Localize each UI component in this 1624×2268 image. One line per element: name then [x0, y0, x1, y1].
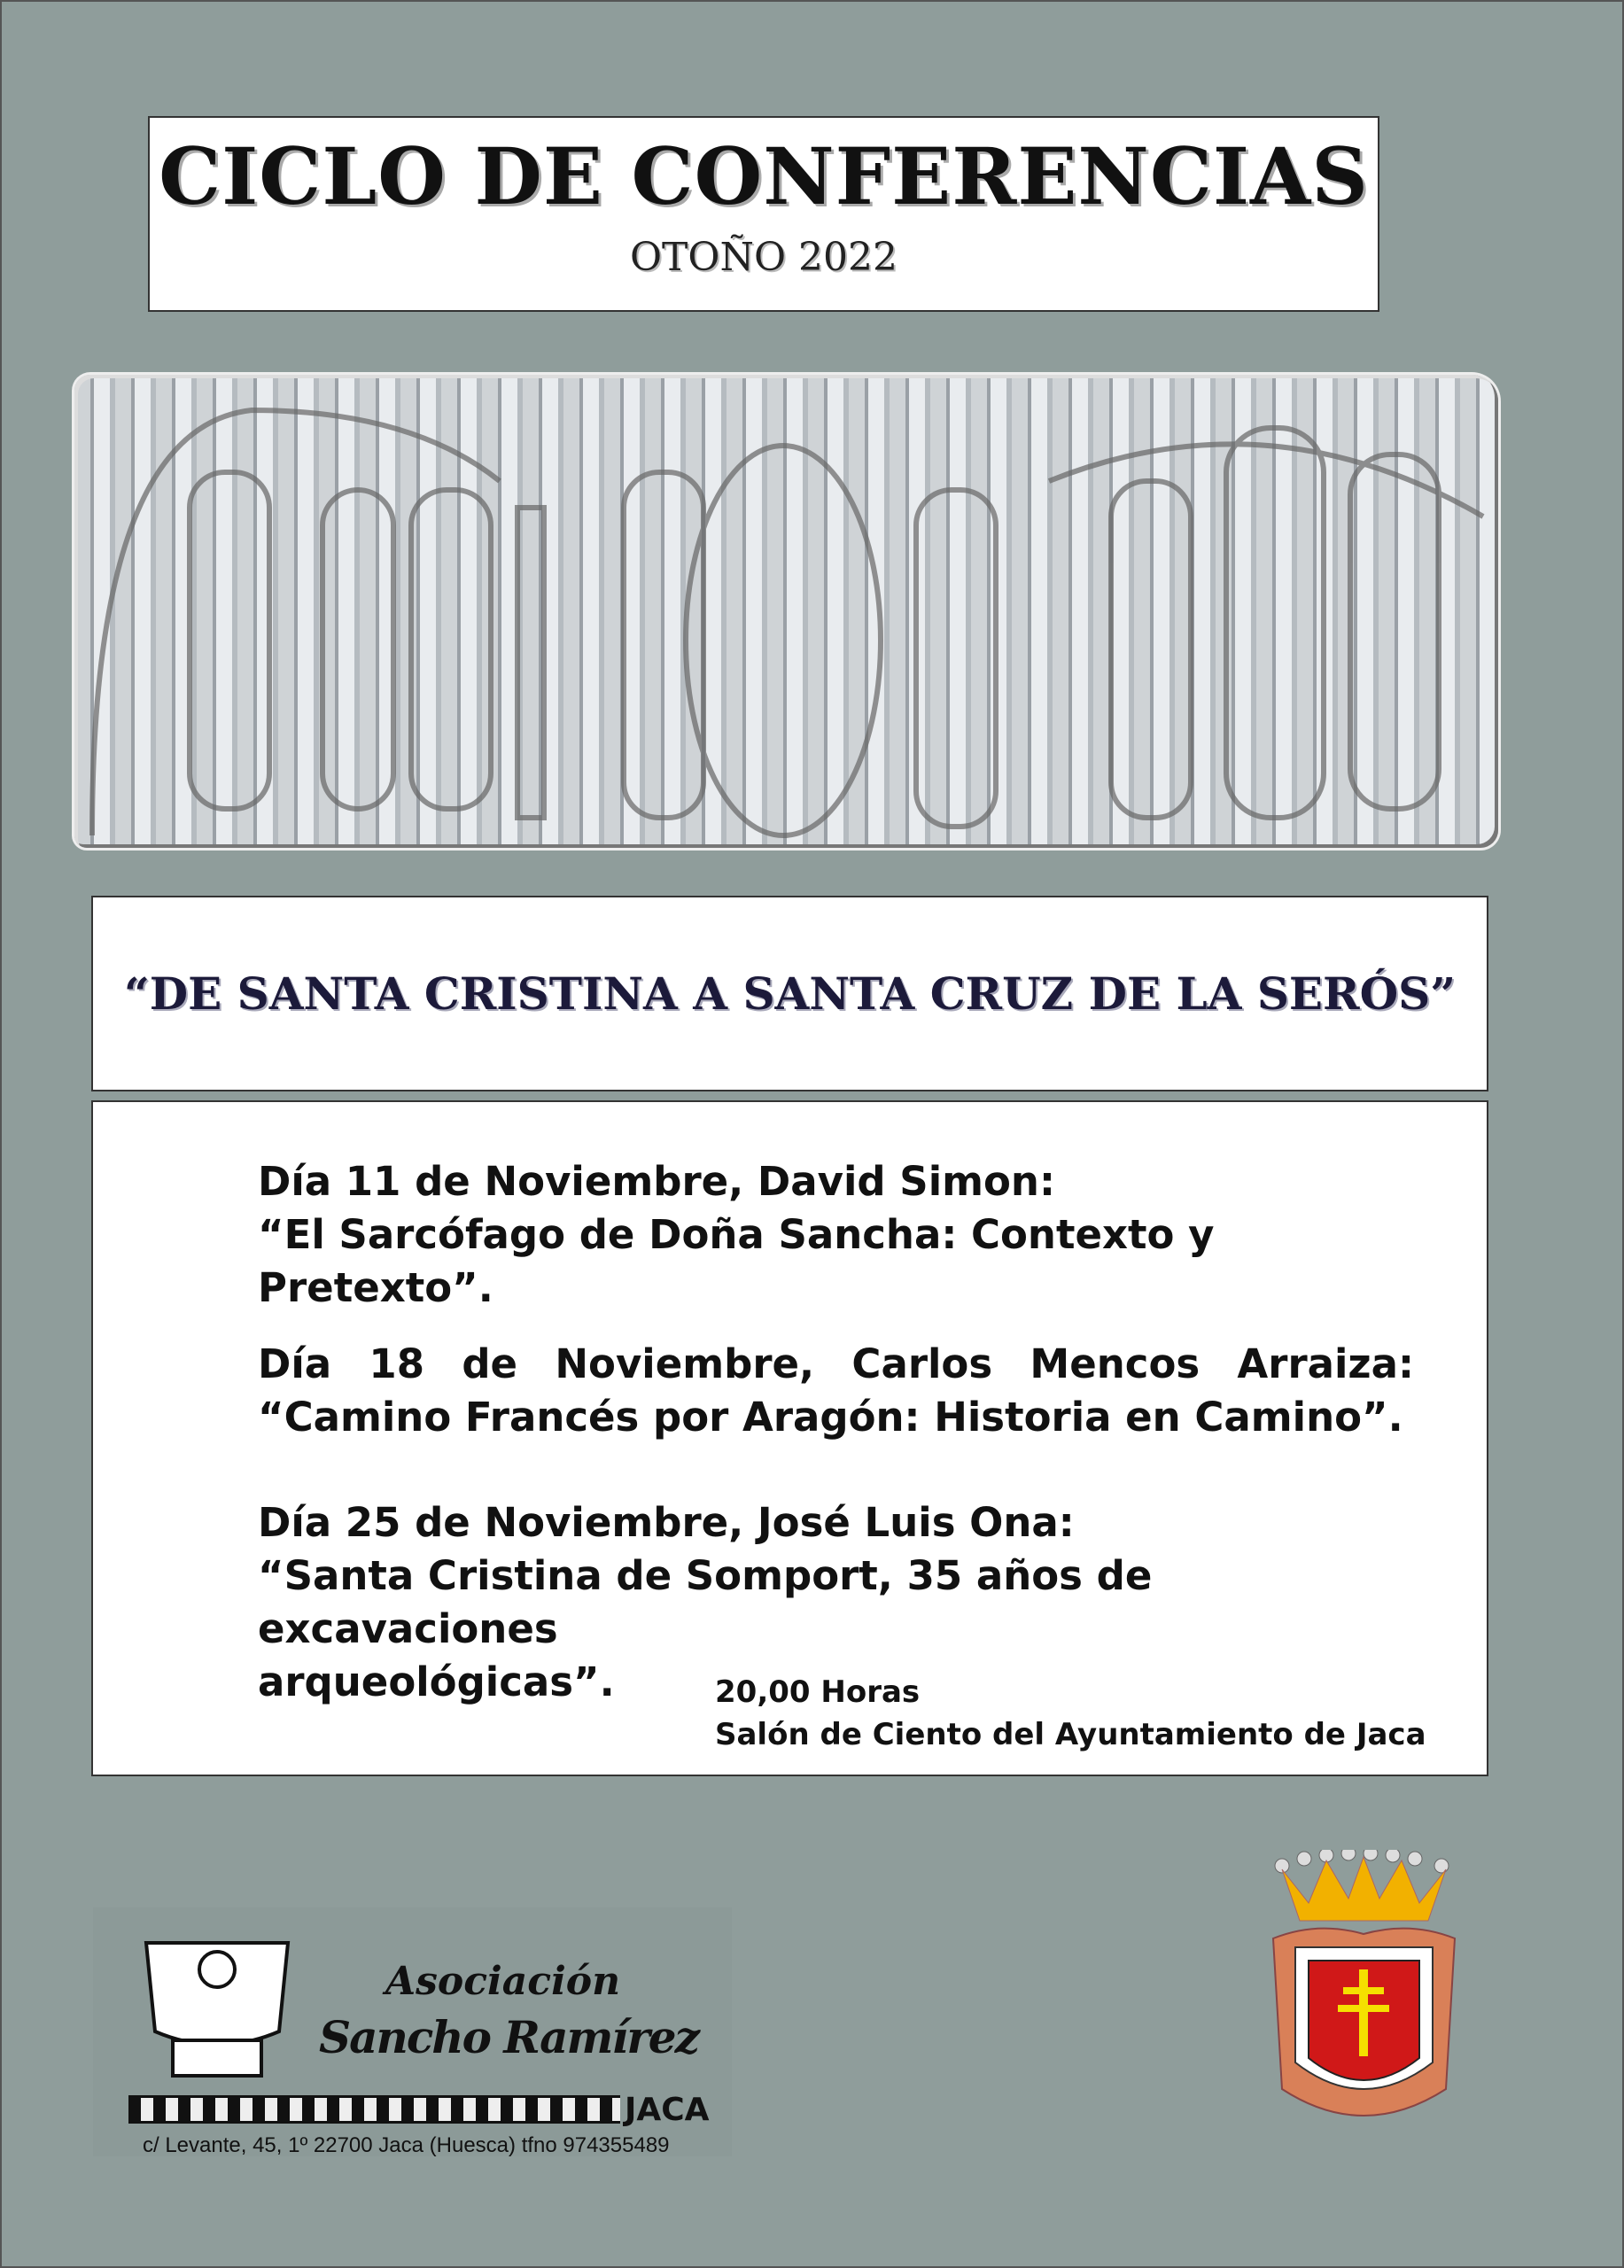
talk-2: [258, 1338, 1414, 1444]
talk-title: “Camino Francés por Aragón: Historia en Camino”.: [258, 1394, 1403, 1441]
event-time: 20,00 Horas: [715, 1674, 921, 1710]
association-name-line1: Asociación: [385, 1959, 621, 2004]
theme-box: [91, 896, 1488, 1091]
association-city: JACA: [625, 2092, 710, 2128]
talk-title-cont: arqueológicas”.: [258, 1658, 615, 1705]
association-name-line2: Sancho Ramírez: [319, 2011, 698, 2063]
association-address: c/ Levante, 45, 1º 22700 Jaca (Huesca) tfno 974355489: [143, 2133, 670, 2157]
checker-band: [128, 2095, 620, 2124]
talk-title: “Santa Cristina de Somport, 35 años de excavaciones: [258, 1552, 1153, 1652]
talk-speaker: Día 18 de Noviembre, Carlos Mencos Arraiza:: [258, 1340, 1414, 1387]
talk-speaker: Día 25 de Noviembre, José Luis Ona:: [258, 1499, 1075, 1546]
relief-figures-icon: [74, 375, 1498, 848]
season-subtitle: OTOÑO 2022: [629, 235, 898, 280]
sarcophagus-relief-image: [74, 375, 1498, 848]
talk-1: [258, 1155, 1414, 1315]
talk-title: “El Sarcófago de Doña Sancha: Contexto y Pretexto”.: [258, 1211, 1215, 1311]
capital-column-icon: [128, 1925, 306, 2085]
talks-box: [91, 1100, 1488, 1776]
title-box: [148, 116, 1379, 312]
event-venue: Salón de Ciento del Ayuntamiento de Jaca: [715, 1717, 1426, 1752]
jaca-coat-of-arms-icon: [1264, 1850, 1464, 2138]
cycle-theme: “DE SANTA CRISTINA A SANTA CRUZ DE LA SERÓS”: [123, 967, 1457, 1020]
page-title: CICLO DE CONFERENCIAS: [159, 130, 1369, 222]
association-logo: [93, 1907, 732, 2156]
talk-speaker: Día 11 de Noviembre, David Simon:: [258, 1158, 1055, 1205]
